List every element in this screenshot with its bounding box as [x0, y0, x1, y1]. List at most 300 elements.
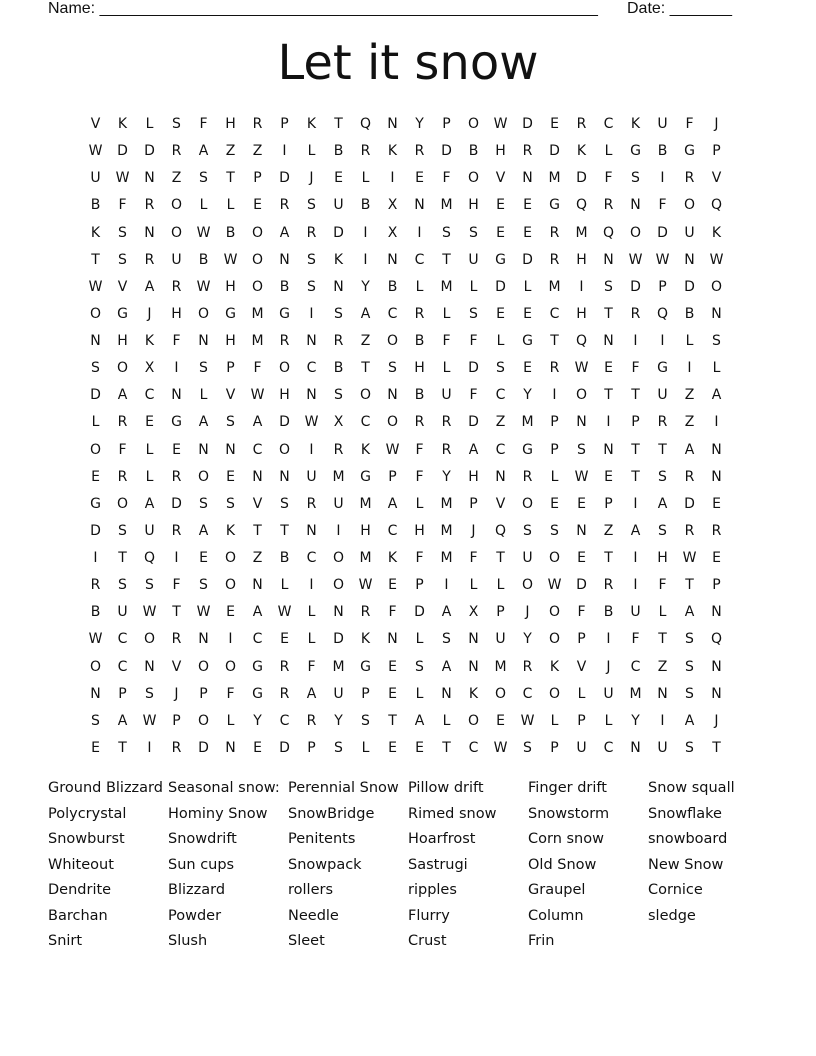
grid-letter: N — [387, 387, 398, 404]
grid-letter: I — [606, 414, 611, 431]
grid-letter: S — [469, 305, 478, 322]
grid-letter: W — [628, 251, 643, 268]
grid-letter: S — [307, 278, 316, 295]
grid-letter: B — [333, 143, 344, 160]
grid-letter: U — [657, 116, 668, 132]
word-list-item: Flurry — [408, 907, 450, 924]
grid-letter: N — [333, 278, 344, 295]
word-list-item: Snowpack — [288, 856, 362, 873]
grid-letter: S — [523, 522, 532, 539]
grid-letter: E — [199, 550, 208, 566]
grid-letter: V — [495, 170, 506, 187]
word-list-item: Sleet — [288, 933, 325, 949]
grid-letter: E — [334, 170, 343, 187]
grid-letter: F — [658, 577, 667, 594]
grid-letter: Y — [523, 387, 532, 404]
grid-letter: Z — [684, 387, 695, 404]
grid-letter: L — [280, 577, 289, 594]
grid-letter: T — [658, 631, 667, 648]
grid-letter: Q — [494, 522, 507, 539]
grid-letter: T — [631, 387, 640, 404]
grid-letter: N — [576, 414, 587, 431]
grid-letter: H — [225, 333, 236, 349]
grid-letter: I — [633, 550, 638, 566]
grid-letter: E — [388, 739, 397, 756]
grid-letter: C — [252, 441, 263, 458]
grid-letter: R — [603, 577, 614, 594]
grid-letter: R — [711, 522, 722, 539]
grid-letter: D — [468, 414, 479, 431]
grid-letter: L — [361, 170, 370, 187]
grid-letter: A — [198, 522, 209, 539]
grid-letter: Q — [575, 197, 588, 214]
grid-letter: R — [306, 712, 317, 729]
grid-letter: H — [576, 251, 587, 268]
date-field-label: Date: _______ — [627, 0, 732, 17]
word-list-item: Snowstorm — [528, 805, 610, 822]
grid-letter: F — [631, 631, 640, 648]
grid-letter: G — [225, 305, 236, 322]
grid-letter: G — [360, 658, 371, 675]
word-list-item — [648, 930, 768, 956]
grid-letter: W — [709, 251, 724, 268]
grid-letter: P — [550, 441, 559, 458]
grid-letter: S — [334, 305, 343, 322]
grid-letter: N — [171, 387, 182, 404]
grid-letter: S — [226, 414, 235, 431]
grid-letter: E — [523, 224, 532, 241]
grid-letter: W — [385, 441, 400, 458]
grid-letter: H — [225, 116, 236, 132]
grid-letter: F — [658, 197, 667, 214]
grid-letter: I — [93, 550, 98, 566]
grid-letter: R — [333, 441, 344, 458]
grid-letter: N — [630, 739, 641, 756]
grid-letter: R — [414, 143, 425, 160]
grid-letter: U — [117, 604, 128, 621]
grid-letter: W — [277, 604, 292, 621]
grid-letter: M — [251, 333, 264, 349]
word-list-item: rollers — [288, 882, 334, 898]
grid-letter: M — [251, 305, 264, 322]
grid-letter: A — [387, 495, 398, 512]
grid-letter: D — [684, 495, 695, 512]
grid-letter: E — [415, 739, 424, 756]
grid-letter: S — [550, 522, 559, 539]
grid-letter: O — [143, 631, 156, 648]
word-list-item: Snowdrift — [168, 831, 237, 847]
grid-letter: O — [521, 577, 534, 594]
grid-letter: L — [226, 712, 235, 729]
grid-letter: S — [307, 251, 316, 268]
grid-letter: Q — [143, 550, 156, 566]
grid-letter: S — [361, 712, 370, 729]
grid-letter: G — [549, 197, 560, 214]
grid-letter: K — [387, 550, 398, 566]
grid-letter: O — [467, 116, 480, 132]
grid-letter: B — [90, 197, 101, 214]
grid-letter: F — [118, 197, 127, 214]
grid-letter: O — [197, 468, 210, 485]
grid-letter: O — [170, 224, 183, 241]
grid-letter: U — [576, 739, 587, 756]
grid-letter: T — [253, 522, 262, 539]
grid-letter: B — [603, 604, 614, 621]
grid-letter: O — [494, 685, 507, 702]
grid-letter: L — [496, 333, 505, 349]
grid-letter: L — [145, 468, 154, 485]
grid-letter: B — [468, 143, 479, 160]
grid-letter: R — [549, 360, 560, 377]
grid-letter: F — [307, 658, 316, 675]
grid-letter: H — [468, 468, 479, 485]
grid-letter: E — [604, 468, 613, 485]
grid-letter: S — [91, 360, 100, 377]
grid-letter: B — [684, 305, 695, 322]
grid-letter: G — [522, 333, 533, 349]
grid-letter: Q — [602, 224, 615, 241]
word-list-item: Barchan — [48, 907, 108, 924]
grid-letter: P — [658, 278, 667, 295]
grid-letter: N — [468, 658, 479, 675]
grid-letter: I — [336, 522, 341, 539]
grid-letter: P — [469, 495, 478, 512]
grid-letter: W — [493, 116, 508, 132]
grid-letter: S — [118, 251, 127, 268]
grid-letter: F — [415, 441, 424, 458]
grid-letter: M — [359, 550, 372, 566]
grid-letter: N — [387, 631, 398, 648]
grid-letter: N — [387, 251, 398, 268]
grid-letter: G — [360, 468, 371, 485]
grid-letter: L — [415, 278, 424, 295]
grid-letter: A — [414, 712, 425, 729]
grid-letter: W — [250, 387, 265, 404]
grid-letter: O — [251, 278, 264, 295]
grid-letter: H — [657, 550, 668, 566]
grid-letter: N — [144, 658, 155, 675]
grid-letter: S — [118, 522, 127, 539]
grid-letter: W — [547, 577, 562, 594]
grid-letter: T — [334, 116, 343, 132]
grid-letter: R — [657, 414, 668, 431]
grid-letter: I — [363, 251, 368, 268]
grid-letter: P — [712, 577, 721, 594]
grid-letter: D — [576, 577, 587, 594]
grid-letter: W — [88, 631, 103, 648]
grid-letter: C — [252, 631, 263, 648]
grid-letter: U — [603, 685, 614, 702]
grid-letter: O — [332, 577, 345, 594]
grid-letter: R — [279, 333, 290, 349]
grid-letter: R — [576, 116, 587, 132]
grid-letter: T — [496, 550, 505, 566]
grid-letter: Y — [442, 468, 451, 485]
grid-letter: U — [333, 197, 344, 214]
grid-letter: T — [631, 441, 640, 458]
grid-letter: K — [630, 116, 641, 132]
grid-letter: R — [171, 468, 182, 485]
grid-letter: T — [550, 333, 559, 349]
grid-letter: R — [171, 143, 182, 160]
word-list-item: Snirt — [48, 933, 83, 949]
grid-letter: N — [711, 441, 722, 458]
grid-letter: K — [144, 333, 155, 349]
grid-letter: K — [360, 441, 371, 458]
grid-letter: L — [604, 143, 613, 160]
grid-letter: T — [388, 712, 397, 729]
grid-letter: B — [387, 278, 398, 295]
grid-letter: N — [711, 604, 722, 621]
grid-letter: N — [225, 441, 236, 458]
grid-letter: S — [307, 197, 316, 214]
grid-letter: L — [307, 631, 316, 648]
grid-letter: L — [658, 604, 667, 621]
grid-letter: U — [441, 387, 452, 404]
grid-letter: E — [496, 305, 505, 322]
word-list-item: Old Snow — [528, 856, 597, 873]
grid-letter: B — [279, 278, 290, 295]
grid-letter: O — [278, 441, 291, 458]
grid-letter: S — [685, 739, 694, 756]
grid-letter: O — [548, 685, 561, 702]
grid-letter: I — [228, 631, 233, 648]
grid-letter: P — [226, 360, 235, 377]
grid-letter: H — [117, 333, 128, 349]
grid-letter: P — [604, 495, 613, 512]
grid-letter: N — [333, 604, 344, 621]
word-list-item: Penitents — [288, 831, 356, 847]
grid-letter: D — [522, 116, 533, 132]
grid-letter: M — [359, 495, 372, 512]
grid-letter: V — [171, 658, 182, 675]
grid-letter: F — [172, 577, 181, 594]
grid-letter: N — [198, 631, 209, 648]
grid-letter: P — [712, 143, 721, 160]
grid-letter: K — [549, 658, 560, 675]
grid-letter: O — [170, 197, 183, 214]
grid-letter: S — [388, 360, 397, 377]
grid-letter: P — [415, 577, 424, 594]
grid-letter: N — [279, 468, 290, 485]
grid-letter: L — [226, 197, 235, 214]
word-list-item: Hoarfrost — [408, 831, 476, 847]
grid-letter: N — [441, 685, 452, 702]
grid-letter: I — [309, 441, 314, 458]
grid-letter: U — [171, 251, 182, 268]
grid-letter: V — [117, 278, 128, 295]
grid-letter: O — [197, 658, 210, 675]
grid-letter: I — [633, 333, 638, 349]
grid-letter: F — [631, 360, 640, 377]
grid-letter: G — [630, 143, 641, 160]
grid-letter: V — [576, 658, 587, 675]
grid-letter: S — [685, 658, 694, 675]
word-list-item: Sun cups — [168, 856, 235, 873]
grid-letter: W — [655, 251, 670, 268]
grid-letter: E — [226, 468, 235, 485]
word-list-item: Cornice — [648, 882, 703, 898]
grid-letter: S — [577, 441, 586, 458]
grid-letter: A — [198, 143, 209, 160]
grid-letter: L — [604, 712, 613, 729]
grid-letter: S — [658, 468, 667, 485]
grid-letter: S — [91, 712, 100, 729]
grid-letter: M — [629, 685, 642, 702]
grid-letter: U — [306, 468, 317, 485]
grid-letter: T — [631, 468, 640, 485]
grid-letter: V — [90, 116, 101, 132]
grid-letter: O — [197, 305, 210, 322]
grid-letter: Z — [225, 143, 236, 160]
grid-letter: L — [577, 685, 586, 702]
grid-letter: R — [144, 251, 155, 268]
grid-letter: S — [145, 685, 154, 702]
grid-letter: M — [575, 224, 588, 241]
grid-letter: R — [522, 468, 533, 485]
grid-letter: R — [279, 197, 290, 214]
word-list-item: New Snow — [648, 856, 724, 873]
grid-letter: T — [604, 387, 613, 404]
grid-letter: O — [548, 631, 561, 648]
grid-letter: O — [197, 712, 210, 729]
grid-letter: T — [118, 739, 127, 756]
grid-letter: E — [253, 197, 262, 214]
header-line — [48, 0, 748, 20]
grid-letter: P — [307, 739, 316, 756]
grid-letter: Y — [415, 116, 424, 132]
grid-letter: B — [333, 360, 344, 377]
word-list-item: Needle — [288, 907, 339, 924]
word-list-item: Ground Blizzard — [48, 780, 163, 796]
grid-letter: E — [712, 495, 721, 512]
grid-letter: V — [252, 495, 263, 512]
grid-letter: S — [118, 224, 127, 241]
word-list-item: Finger drift — [528, 780, 607, 796]
grid-letter: F — [172, 333, 181, 349]
grid-letter: L — [496, 577, 505, 594]
grid-letter: W — [196, 224, 211, 241]
grid-letter: J — [174, 685, 179, 702]
grid-letter: A — [684, 712, 695, 729]
grid-letter: D — [333, 224, 344, 241]
grid-letter: E — [523, 197, 532, 214]
grid-letter: U — [333, 495, 344, 512]
grid-letter: N — [144, 170, 155, 187]
grid-letter: S — [442, 631, 451, 648]
grid-letter: N — [90, 685, 101, 702]
grid-letter: A — [711, 387, 722, 404]
grid-letter: R — [549, 224, 560, 241]
grid-letter: E — [91, 739, 100, 756]
grid-letter: S — [199, 170, 208, 187]
grid-letter: T — [280, 522, 289, 539]
grid-letter: Y — [631, 712, 640, 729]
grid-letter: P — [577, 712, 586, 729]
grid-letter: Z — [495, 414, 506, 431]
grid-letter: B — [225, 224, 236, 241]
grid-letter: E — [280, 631, 289, 648]
grid-letter: A — [441, 658, 452, 675]
grid-letter: D — [657, 224, 668, 241]
grid-letter: G — [684, 143, 695, 160]
grid-letter: N — [630, 197, 641, 214]
grid-letter: U — [144, 522, 155, 539]
grid-letter: Z — [252, 550, 263, 566]
word-list-item: Snow squall — [648, 780, 735, 796]
grid-letter: Z — [252, 143, 263, 160]
grid-letter: C — [522, 685, 533, 702]
grid-letter: O — [548, 604, 561, 621]
grid-letter: W — [520, 712, 535, 729]
grid-letter: T — [361, 360, 370, 377]
grid-letter: D — [495, 278, 506, 295]
grid-letter: S — [199, 577, 208, 594]
grid-letter: Y — [253, 712, 262, 729]
grid-letter: S — [415, 658, 424, 675]
grid-letter: F — [415, 468, 424, 485]
grid-letter: D — [90, 522, 101, 539]
grid-letter: Q — [359, 116, 372, 132]
grid-letter: L — [415, 495, 424, 512]
grid-letter: L — [712, 360, 721, 377]
grid-letter: W — [88, 143, 103, 160]
grid-letter: S — [145, 577, 154, 594]
grid-letter: O — [359, 387, 372, 404]
grid-letter: P — [550, 414, 559, 431]
grid-letter: A — [279, 224, 290, 241]
grid-letter: D — [684, 278, 695, 295]
grid-letter: V — [711, 170, 722, 187]
grid-letter: N — [306, 522, 317, 539]
grid-letter: I — [606, 631, 611, 648]
grid-letter: S — [604, 278, 613, 295]
grid-letter: D — [117, 143, 128, 160]
grid-letter: R — [171, 522, 182, 539]
grid-letter: F — [415, 550, 424, 566]
grid-letter: E — [523, 360, 532, 377]
word-list-item: Perennial Snow — [288, 780, 399, 796]
grid-letter: R — [441, 414, 452, 431]
grid-letter: R — [414, 414, 425, 431]
grid-letter: E — [253, 739, 262, 756]
grid-letter: O — [251, 224, 264, 241]
grid-letter: M — [440, 522, 453, 539]
grid-letter: H — [360, 522, 371, 539]
grid-letter: Z — [171, 170, 182, 187]
grid-letter: U — [630, 604, 641, 621]
grid-letter: F — [469, 387, 478, 404]
word-list-item: Rimed snow — [408, 805, 497, 822]
grid-letter: T — [172, 604, 181, 621]
grid-letter: G — [171, 414, 182, 431]
grid-letter: N — [279, 251, 290, 268]
grid-letter: B — [90, 604, 101, 621]
grid-letter: L — [307, 143, 316, 160]
grid-letter: P — [442, 116, 451, 132]
grid-letter: W — [88, 278, 103, 295]
grid-letter: M — [440, 197, 453, 214]
word-list-item: ripples — [408, 882, 457, 898]
grid-letter: N — [603, 251, 614, 268]
grid-letter: T — [442, 739, 451, 756]
grid-letter: N — [306, 333, 317, 349]
grid-letter: F — [226, 685, 235, 702]
grid-letter: S — [172, 116, 181, 132]
grid-letter: L — [415, 631, 424, 648]
grid-letter: E — [496, 197, 505, 214]
grid-letter: I — [363, 224, 368, 241]
